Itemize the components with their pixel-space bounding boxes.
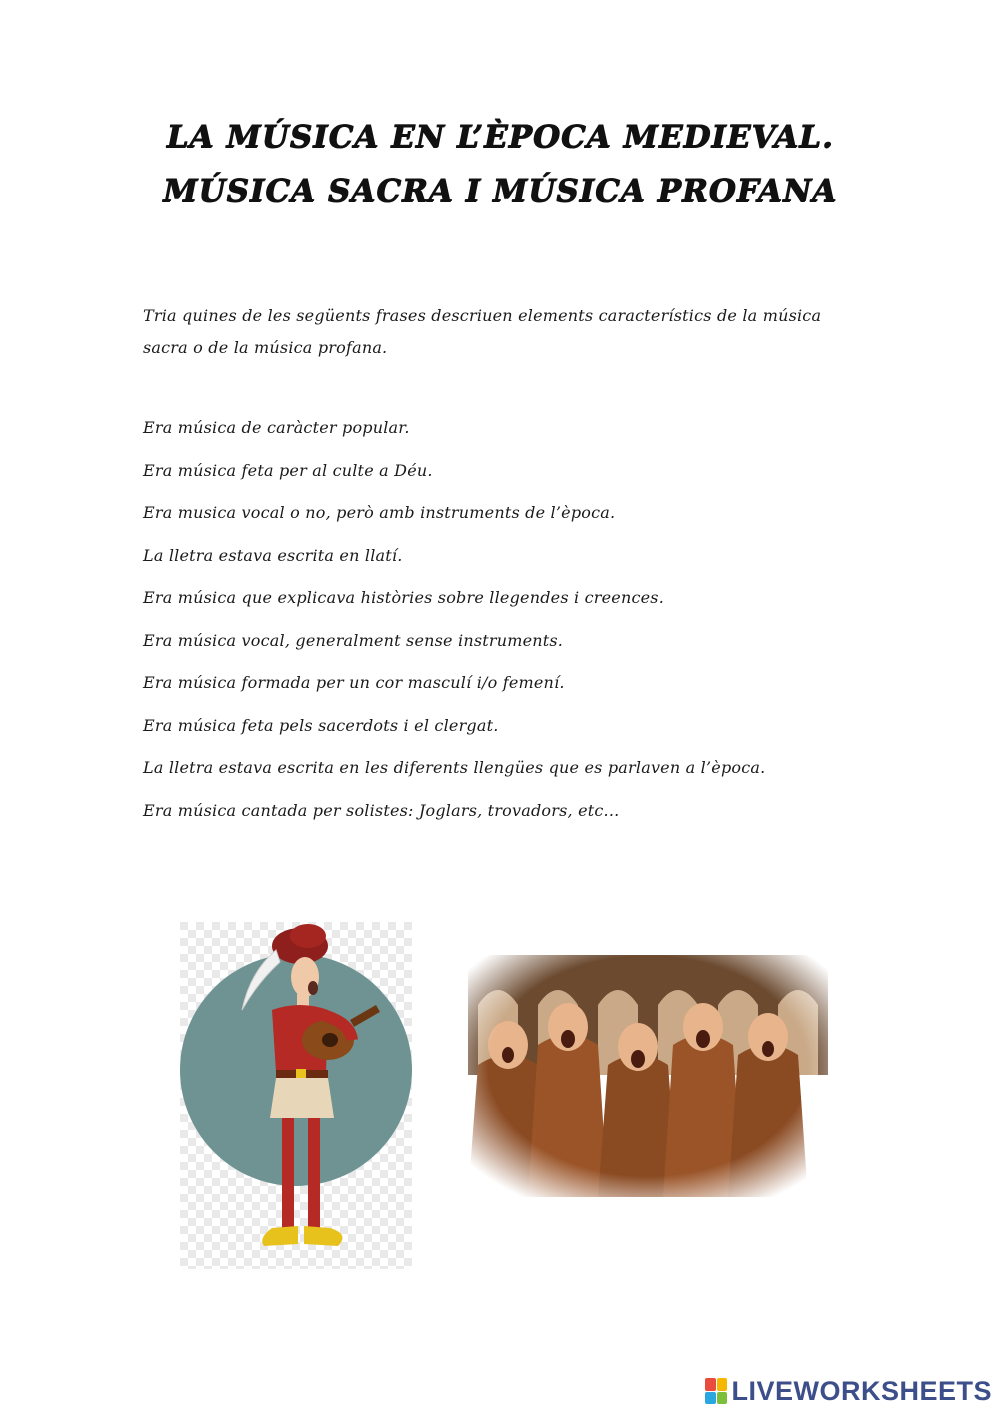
phrase-item: La lletra estava escrita en llatí. [143,545,403,565]
liveworksheets-logo-icon [705,1378,727,1404]
phrase-item: Era música formada per un cor masculí i/o femení. [143,673,565,692]
phrase-item: Era música de caràcter popular. [143,418,410,437]
page-title-line-1: LA MÚSICA EN L’ÈPOCA MEDIEVAL. [166,119,834,155]
liveworksheets-logo [705,1377,992,1405]
minstrel-illustration [180,922,412,1269]
monks-choir-illustration [458,935,838,1197]
phrase-item: Era música que explicava històries sobre llegendes i creences. [143,588,665,607]
page-title-line-2: MÚSICA SACRA I MÚSICA PROFANA [162,173,838,209]
phrase-item: Era música feta per al culte a Déu. [143,460,433,480]
phrase-item: Era música vocal, generalment sense instruments. [143,630,564,650]
liveworksheets-brand-text: LIVEWORKSHEETS [731,1375,992,1406]
phrase-item: La lletra estava escrita en les diferents llengües que es parlaven a l’època. [143,758,766,777]
phrase-item: Era musica vocal o no, però amb instruments de l’època. [143,503,616,522]
phrase-item: Era música cantada per solistes: Joglars, trovadors, etc... [143,800,620,820]
phrase-item: Era música feta pels sacerdots i el clergat. [143,715,499,735]
phrase-list [143,414,863,839]
instructions-text: Tria quines de les següents frases descriuen elements característics de la música sacra o de la música profana. [143,306,822,357]
